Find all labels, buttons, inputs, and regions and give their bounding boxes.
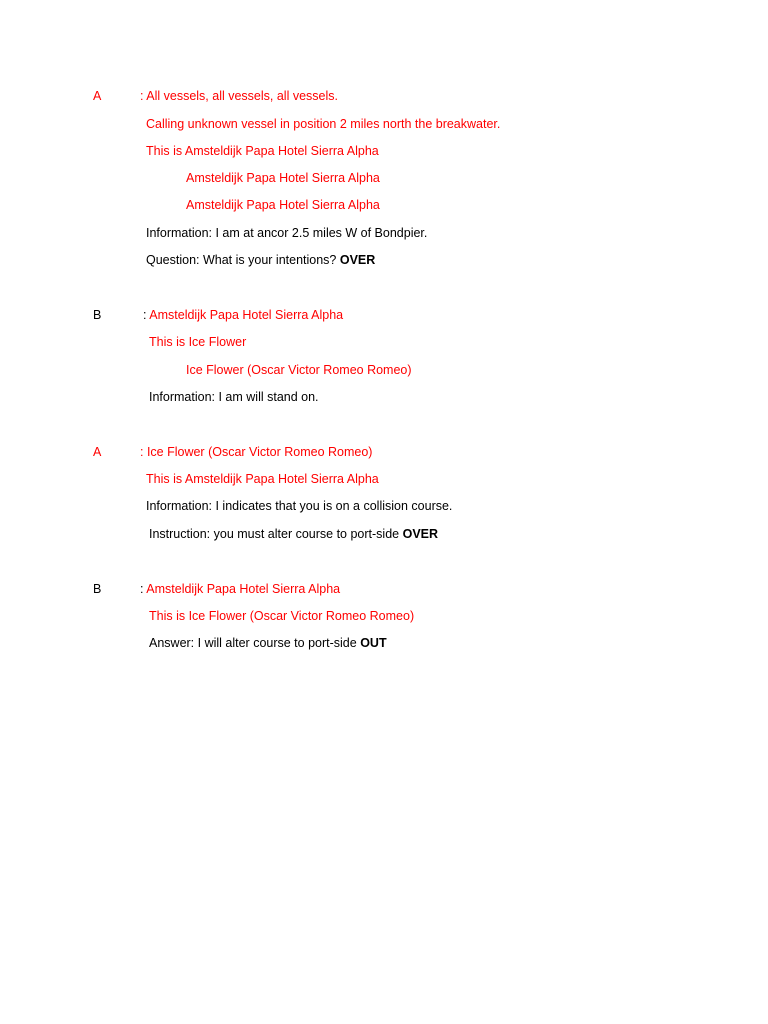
message-line <box>143 307 343 323</box>
separator: : <box>143 308 150 322</box>
speaker-label: A <box>93 445 102 459</box>
procedure-word: OVER <box>402 527 439 541</box>
message-line: : All vessels, all vessels, all vessels. <box>140 89 338 103</box>
message-text: Amsteldijk Papa Hotel Sierra Alpha <box>146 582 341 596</box>
message-text: Answer: I will alter course to port-side <box>149 636 361 650</box>
speaker-label: B <box>93 308 102 322</box>
message-line: Information: I am will stand on. <box>149 390 319 404</box>
message-line: Amsteldijk Papa Hotel Sierra Alpha <box>186 198 380 212</box>
message-line <box>149 635 387 651</box>
message-line: This is Ice Flower (Oscar Victor Romeo Romeo) <box>149 609 415 623</box>
message-line <box>146 252 375 268</box>
message-line: Amsteldijk Papa Hotel Sierra Alpha <box>186 171 380 185</box>
message-text: Instruction: you must alter course to port-side <box>149 527 403 541</box>
message-line: Ice Flower (Oscar Victor Romeo Romeo) <box>186 363 412 377</box>
procedure-word: OVER <box>339 253 376 267</box>
message-line: Calling unknown vessel in position 2 miles north the breakwater. <box>146 117 501 131</box>
speaker-label: B <box>93 582 102 596</box>
message-line: This is Amsteldijk Papa Hotel Sierra Alpha <box>146 472 379 486</box>
message-line: This is Amsteldijk Papa Hotel Sierra Alpha <box>146 144 379 158</box>
procedure-word: OUT <box>360 636 387 650</box>
message-line <box>140 581 340 597</box>
message-line <box>149 526 438 542</box>
message-text: Amsteldijk Papa Hotel Sierra Alpha <box>149 308 344 322</box>
message-text: Question: What is your intentions? <box>146 253 340 267</box>
message-line: This is Ice Flower <box>149 335 247 349</box>
speaker-label: A <box>93 89 102 103</box>
message-line: : Ice Flower (Oscar Victor Romeo Romeo) <box>140 445 373 459</box>
separator: : <box>140 582 147 596</box>
message-line: Information: I am at ancor 2.5 miles W of Bondpier. <box>146 226 428 240</box>
message-line: Information: I indicates that you is on a collision course. <box>146 499 453 513</box>
